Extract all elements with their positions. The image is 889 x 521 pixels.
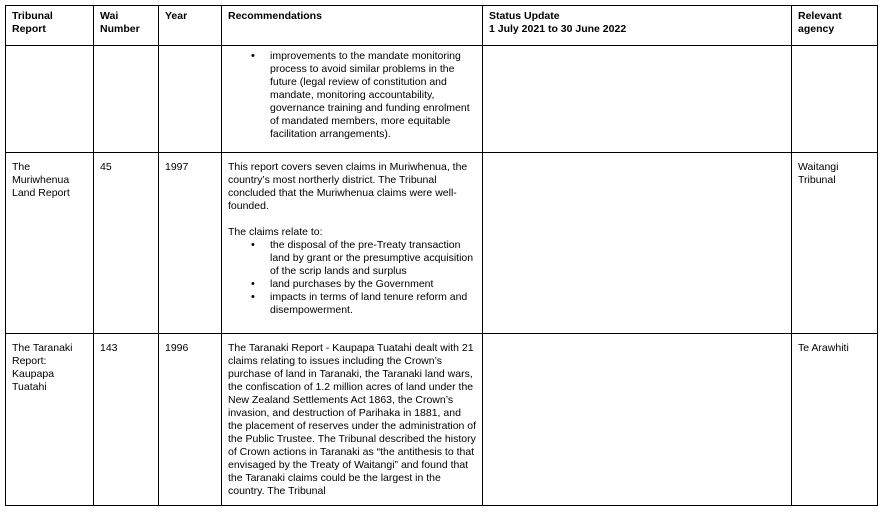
cell-year: 1997 bbox=[159, 153, 222, 334]
cell-wai: 45 bbox=[94, 153, 159, 334]
header-status-update: Status Update 1 July 2021 to 30 June 2022 bbox=[483, 6, 792, 46]
recommendation-bullets bbox=[228, 239, 477, 317]
cell-wai bbox=[94, 46, 159, 153]
cell-status bbox=[483, 334, 792, 506]
list-item: • improvements to the mandate monitoring process to avoid similar problems in the future (legal review of constitution and mandate, monitoring accountability, governance training and funding enrolment of mandated members, more equitable facilitation arrangements). bbox=[270, 50, 477, 141]
header-year: Year bbox=[159, 6, 222, 46]
header-wai-number: Wai Number bbox=[94, 6, 159, 46]
header-tribunal-report: Tribunal Report bbox=[6, 6, 94, 46]
table-row bbox=[6, 46, 878, 153]
list-item: • impacts in terms of land tenure reform and disempowerment. bbox=[270, 291, 477, 317]
table-row bbox=[6, 334, 878, 506]
cell-recommendations bbox=[222, 334, 483, 506]
recommendation-bullets bbox=[228, 50, 477, 141]
cell-report: The Taranaki Report: Kaupapa Tuatahi bbox=[6, 334, 94, 506]
cell-recommendations bbox=[222, 46, 483, 153]
cell-status bbox=[483, 153, 792, 334]
cell-year bbox=[159, 46, 222, 153]
cell-report bbox=[6, 46, 94, 153]
recommendation-paragraph: The Taranaki Report - Kaupapa Tuatahi dealt with 21 claims relating to issues including the Crown’s purchase of land in Taranaki, the Taranaki land wars, the confiscation of 1.2 million acres of land under the New Zealand Settlements Act 1863, the Crown’s invasion, and destruction of Parihaka in 1881, and the placement of reserves under the administration of the Public Trustee. The Tribunal described the history of Crown actions in Taranaki as “the antithesis to that envisaged by the Treaty of Waitangi” and found that the Taranaki claims could be the largest in the country. The Tribunal bbox=[228, 342, 477, 497]
list-item: • land purchases by the Government bbox=[270, 278, 477, 291]
table-row bbox=[6, 153, 878, 334]
cell-agency: Te Arawhiti bbox=[792, 334, 878, 506]
cell-year: 1996 bbox=[159, 334, 222, 506]
header-relevant-agency: Relevant agency bbox=[792, 6, 878, 46]
cell-wai: 143 bbox=[94, 334, 159, 506]
cell-agency bbox=[792, 46, 878, 153]
table-header-row bbox=[6, 6, 878, 46]
recommendation-paragraph: This report covers seven claims in Muriwhenua, the country’s most northerly district. The Tribunal concluded that the Muriwhenua claims were well-founded. bbox=[228, 161, 468, 212]
document-page bbox=[5, 5, 879, 521]
cell-report: The Muriwhenua Land Report bbox=[6, 153, 94, 334]
cell-agency: Waitangi Tribunal bbox=[792, 153, 878, 334]
header-recommendations: Recommendations bbox=[222, 6, 483, 46]
cell-recommendations bbox=[222, 153, 483, 334]
cell-status bbox=[483, 46, 792, 153]
tribunal-reports-table bbox=[5, 5, 878, 506]
list-item: • the disposal of the pre-Treaty transaction land by grant or the presumptive acquisition of the scrip lands and surplus bbox=[270, 239, 477, 278]
recommendation-intro: The claims relate to: bbox=[228, 226, 323, 238]
